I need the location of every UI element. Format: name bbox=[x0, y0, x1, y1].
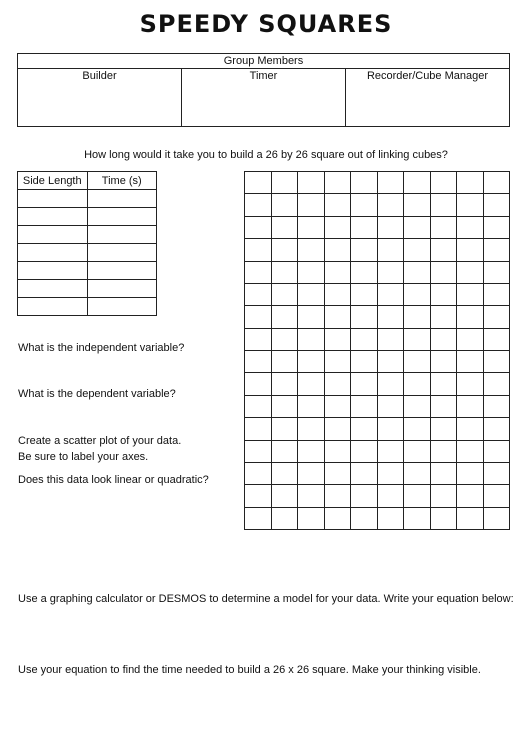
grid-cell[interactable] bbox=[377, 328, 404, 350]
grid-cell[interactable] bbox=[351, 462, 378, 484]
grid-cell[interactable] bbox=[483, 261, 510, 283]
grid-cell[interactable] bbox=[351, 485, 378, 507]
grid-cell[interactable] bbox=[351, 306, 378, 328]
grid-cell[interactable] bbox=[457, 216, 484, 238]
side-length-cell[interactable] bbox=[18, 244, 88, 262]
grid-cell[interactable] bbox=[271, 216, 298, 238]
prompt-scatter-line-2: Be sure to label your axes. bbox=[18, 451, 149, 463]
grid-cell[interactable] bbox=[271, 194, 298, 216]
grid-cell[interactable] bbox=[483, 283, 510, 305]
grid-cell[interactable] bbox=[298, 440, 325, 462]
grid-cell[interactable] bbox=[430, 283, 457, 305]
grid-cell[interactable] bbox=[457, 418, 484, 440]
grid-row bbox=[245, 328, 510, 350]
grid-cell[interactable] bbox=[404, 306, 431, 328]
grid-cell[interactable] bbox=[404, 440, 431, 462]
grid-cell[interactable] bbox=[457, 261, 484, 283]
grid-cell[interactable] bbox=[245, 462, 272, 484]
grid-cell[interactable] bbox=[271, 373, 298, 395]
table-row bbox=[18, 208, 157, 226]
grid-cell[interactable] bbox=[298, 485, 325, 507]
grid-cell[interactable] bbox=[324, 373, 351, 395]
grid-cell[interactable] bbox=[430, 507, 457, 529]
grid-cell[interactable] bbox=[404, 418, 431, 440]
grid-cell[interactable] bbox=[457, 172, 484, 194]
grid-cell[interactable] bbox=[377, 351, 404, 373]
grid-cell[interactable] bbox=[245, 306, 272, 328]
grid-cell[interactable] bbox=[245, 373, 272, 395]
table-row bbox=[18, 190, 157, 208]
grid-cell[interactable] bbox=[377, 194, 404, 216]
grid-cell[interactable] bbox=[404, 485, 431, 507]
grid-cell[interactable] bbox=[351, 216, 378, 238]
grid-cell[interactable] bbox=[271, 507, 298, 529]
grid-cell[interactable] bbox=[483, 485, 510, 507]
prompt-linear-or-quadratic: Does this data look linear or quadratic? bbox=[18, 474, 209, 486]
grid-cell[interactable] bbox=[324, 306, 351, 328]
grid-cell[interactable] bbox=[457, 351, 484, 373]
grid-cell[interactable] bbox=[351, 351, 378, 373]
grid-row bbox=[245, 418, 510, 440]
grid-cell[interactable] bbox=[430, 306, 457, 328]
grid-cell[interactable] bbox=[245, 418, 272, 440]
grid-cell[interactable] bbox=[271, 440, 298, 462]
grid-row bbox=[245, 194, 510, 216]
grid-cell[interactable] bbox=[298, 261, 325, 283]
grid-cell[interactable] bbox=[351, 172, 378, 194]
grid-cell[interactable] bbox=[245, 261, 272, 283]
grid-cell[interactable] bbox=[457, 239, 484, 261]
grid-cell[interactable] bbox=[457, 485, 484, 507]
grid-row bbox=[245, 351, 510, 373]
group-members-table bbox=[17, 53, 510, 127]
grid-cell[interactable] bbox=[430, 172, 457, 194]
grid-cell[interactable] bbox=[483, 194, 510, 216]
time-cell[interactable] bbox=[87, 298, 157, 316]
grid-cell[interactable] bbox=[298, 462, 325, 484]
grid-row bbox=[245, 216, 510, 238]
grid-cell[interactable] bbox=[351, 418, 378, 440]
grid-cell[interactable] bbox=[377, 440, 404, 462]
grid-cell[interactable] bbox=[457, 283, 484, 305]
prompt-graphing-calculator: Use a graphing calculator or DESMOS to determine a model for your data. Write your equation below: bbox=[18, 593, 514, 605]
grid-cell[interactable] bbox=[245, 194, 272, 216]
main-question: How long would it take you to build a 26 by 26 square out of linking cubes? bbox=[84, 149, 448, 161]
grid-row bbox=[245, 172, 510, 194]
grid-cell[interactable] bbox=[377, 462, 404, 484]
grid-cell[interactable] bbox=[245, 507, 272, 529]
grid-cell[interactable] bbox=[245, 328, 272, 350]
side-length-cell[interactable] bbox=[18, 280, 88, 298]
time-cell[interactable] bbox=[87, 262, 157, 280]
grid-cell[interactable] bbox=[430, 418, 457, 440]
grid-cell[interactable] bbox=[404, 172, 431, 194]
grid-cell[interactable] bbox=[324, 351, 351, 373]
grid-cell[interactable] bbox=[377, 216, 404, 238]
grid-cell[interactable] bbox=[404, 462, 431, 484]
grid-cell[interactable] bbox=[324, 395, 351, 417]
grid-cell[interactable] bbox=[483, 306, 510, 328]
grid-cell[interactable] bbox=[457, 395, 484, 417]
grid-cell[interactable] bbox=[271, 395, 298, 417]
grid-cell[interactable] bbox=[377, 239, 404, 261]
grid-cell[interactable] bbox=[324, 239, 351, 261]
side-length-cell[interactable] bbox=[18, 190, 88, 208]
grid-cell[interactable] bbox=[351, 194, 378, 216]
grid-cell[interactable] bbox=[430, 328, 457, 350]
grid-cell[interactable] bbox=[351, 395, 378, 417]
group-members-header: Group Members bbox=[18, 54, 510, 69]
grid-cell[interactable] bbox=[483, 507, 510, 529]
grid-cell[interactable] bbox=[404, 395, 431, 417]
prompt-scatter-line-1: Create a scatter plot of your data. bbox=[18, 435, 182, 447]
grid-cell[interactable] bbox=[351, 440, 378, 462]
grid-cell[interactable] bbox=[298, 172, 325, 194]
grid-cell[interactable] bbox=[377, 306, 404, 328]
grid-row bbox=[245, 507, 510, 529]
role-timer[interactable]: Timer bbox=[182, 69, 346, 127]
grid-cell[interactable] bbox=[245, 485, 272, 507]
grid-cell[interactable] bbox=[351, 239, 378, 261]
grid-cell[interactable] bbox=[457, 440, 484, 462]
grid-cell[interactable] bbox=[271, 418, 298, 440]
grid-cell[interactable] bbox=[430, 216, 457, 238]
grid-cell[interactable] bbox=[377, 172, 404, 194]
grid-cell[interactable] bbox=[324, 507, 351, 529]
grid-cell[interactable] bbox=[298, 328, 325, 350]
grid-row bbox=[245, 395, 510, 417]
time-cell[interactable] bbox=[87, 208, 157, 226]
page-title: SPEEDY SQUARES bbox=[139, 10, 393, 38]
side-length-cell[interactable] bbox=[18, 208, 88, 226]
time-cell[interactable] bbox=[87, 280, 157, 298]
side-length-cell[interactable] bbox=[18, 262, 88, 280]
grid-row bbox=[245, 373, 510, 395]
grid-cell[interactable] bbox=[298, 216, 325, 238]
grid-cell[interactable] bbox=[483, 395, 510, 417]
grid-cell[interactable] bbox=[351, 373, 378, 395]
grid-cell[interactable] bbox=[457, 462, 484, 484]
prompt-dependent-variable: What is the dependent variable? bbox=[18, 388, 176, 400]
grid-cell[interactable] bbox=[404, 351, 431, 373]
grid-cell[interactable] bbox=[377, 283, 404, 305]
time-cell[interactable] bbox=[87, 226, 157, 244]
grid-cell[interactable] bbox=[324, 172, 351, 194]
table-row bbox=[18, 262, 157, 280]
grid-cell[interactable] bbox=[377, 418, 404, 440]
grid-cell[interactable] bbox=[404, 261, 431, 283]
grid-cell[interactable] bbox=[324, 194, 351, 216]
grid-cell[interactable] bbox=[245, 351, 272, 373]
grid-cell[interactable] bbox=[324, 283, 351, 305]
grid-cell[interactable] bbox=[483, 462, 510, 484]
grid-cell[interactable] bbox=[377, 507, 404, 529]
prompt-equation: Use your equation to find the time needed to build a 26 x 26 square. Make your thinking visible. bbox=[18, 664, 481, 676]
prompt-scatter-plot bbox=[18, 433, 181, 465]
grid-cell[interactable] bbox=[245, 283, 272, 305]
time-cell[interactable] bbox=[87, 244, 157, 262]
grid-cell[interactable] bbox=[245, 239, 272, 261]
grid-cell[interactable] bbox=[271, 172, 298, 194]
grid-cell[interactable] bbox=[457, 194, 484, 216]
table-row bbox=[18, 244, 157, 262]
column-header-side-length: Side Length bbox=[18, 172, 88, 190]
grid-cell[interactable] bbox=[245, 440, 272, 462]
time-cell[interactable] bbox=[87, 190, 157, 208]
grid-cell[interactable] bbox=[404, 216, 431, 238]
grid-cell[interactable] bbox=[271, 462, 298, 484]
grid-cell[interactable] bbox=[483, 418, 510, 440]
grid-cell[interactable] bbox=[351, 261, 378, 283]
grid-cell[interactable] bbox=[324, 440, 351, 462]
prompt-independent-variable: What is the independent variable? bbox=[18, 342, 185, 354]
table-row bbox=[18, 280, 157, 298]
grid-cell[interactable] bbox=[298, 418, 325, 440]
grid-row bbox=[245, 306, 510, 328]
grid-cell[interactable] bbox=[457, 373, 484, 395]
grid-cell[interactable] bbox=[271, 283, 298, 305]
role-builder[interactable]: Builder bbox=[18, 69, 182, 127]
grid-cell[interactable] bbox=[430, 373, 457, 395]
grid-cell[interactable] bbox=[404, 328, 431, 350]
grid-cell[interactable] bbox=[483, 172, 510, 194]
grid-cell[interactable] bbox=[351, 328, 378, 350]
grid-cell[interactable] bbox=[483, 373, 510, 395]
grid-cell[interactable] bbox=[351, 507, 378, 529]
grid-cell[interactable] bbox=[483, 216, 510, 238]
grid-cell[interactable] bbox=[324, 261, 351, 283]
grid-row bbox=[245, 485, 510, 507]
grid-cell[interactable] bbox=[430, 485, 457, 507]
grid-cell[interactable] bbox=[483, 351, 510, 373]
grid-cell[interactable] bbox=[298, 373, 325, 395]
grid-cell[interactable] bbox=[457, 507, 484, 529]
grid-cell[interactable] bbox=[377, 373, 404, 395]
grid-cell[interactable] bbox=[404, 239, 431, 261]
grid-cell[interactable] bbox=[404, 194, 431, 216]
grid-cell[interactable] bbox=[404, 507, 431, 529]
grid-cell[interactable] bbox=[483, 440, 510, 462]
grid-cell[interactable] bbox=[271, 328, 298, 350]
grid-cell[interactable] bbox=[245, 216, 272, 238]
grid-cell[interactable] bbox=[298, 351, 325, 373]
grid-cell[interactable] bbox=[483, 328, 510, 350]
grid-cell[interactable] bbox=[298, 239, 325, 261]
grid-cell[interactable] bbox=[324, 328, 351, 350]
grid-cell[interactable] bbox=[245, 172, 272, 194]
table-row bbox=[18, 298, 157, 316]
table-row bbox=[18, 226, 157, 244]
grid-cell[interactable] bbox=[271, 306, 298, 328]
grid-cell[interactable] bbox=[430, 395, 457, 417]
grid-cell[interactable] bbox=[430, 462, 457, 484]
graph-grid[interactable] bbox=[244, 171, 510, 530]
grid-cell[interactable] bbox=[430, 351, 457, 373]
grid-cell[interactable] bbox=[430, 194, 457, 216]
grid-cell[interactable] bbox=[271, 239, 298, 261]
grid-cell[interactable] bbox=[377, 261, 404, 283]
grid-cell[interactable] bbox=[457, 328, 484, 350]
grid-cell[interactable] bbox=[377, 485, 404, 507]
grid-cell[interactable] bbox=[324, 462, 351, 484]
side-length-cell[interactable] bbox=[18, 226, 88, 244]
grid-cell[interactable] bbox=[271, 261, 298, 283]
grid-cell[interactable] bbox=[298, 194, 325, 216]
column-header-time: Time (s) bbox=[87, 172, 157, 190]
grid-row bbox=[245, 462, 510, 484]
grid-cell[interactable] bbox=[483, 239, 510, 261]
grid-cell[interactable] bbox=[457, 306, 484, 328]
role-recorder[interactable]: Recorder/Cube Manager bbox=[346, 69, 510, 127]
grid-cell[interactable] bbox=[298, 306, 325, 328]
grid-row bbox=[245, 239, 510, 261]
grid-cell[interactable] bbox=[324, 485, 351, 507]
grid-cell[interactable] bbox=[324, 216, 351, 238]
grid-cell[interactable] bbox=[404, 283, 431, 305]
grid-row bbox=[245, 261, 510, 283]
grid-row bbox=[245, 440, 510, 462]
grid-cell[interactable] bbox=[298, 283, 325, 305]
grid-cell[interactable] bbox=[430, 239, 457, 261]
grid-cell[interactable] bbox=[271, 351, 298, 373]
grid-cell[interactable] bbox=[404, 373, 431, 395]
side-length-cell[interactable] bbox=[18, 298, 88, 316]
grid-row bbox=[245, 283, 510, 305]
grid-cell[interactable] bbox=[351, 283, 378, 305]
grid-cell[interactable] bbox=[430, 261, 457, 283]
grid-cell[interactable] bbox=[377, 395, 404, 417]
grid-cell[interactable] bbox=[324, 418, 351, 440]
grid-cell[interactable] bbox=[430, 440, 457, 462]
data-table bbox=[17, 171, 157, 316]
grid-cell[interactable] bbox=[271, 485, 298, 507]
grid-cell[interactable] bbox=[298, 507, 325, 529]
grid-cell[interactable] bbox=[245, 395, 272, 417]
grid-cell[interactable] bbox=[298, 395, 325, 417]
